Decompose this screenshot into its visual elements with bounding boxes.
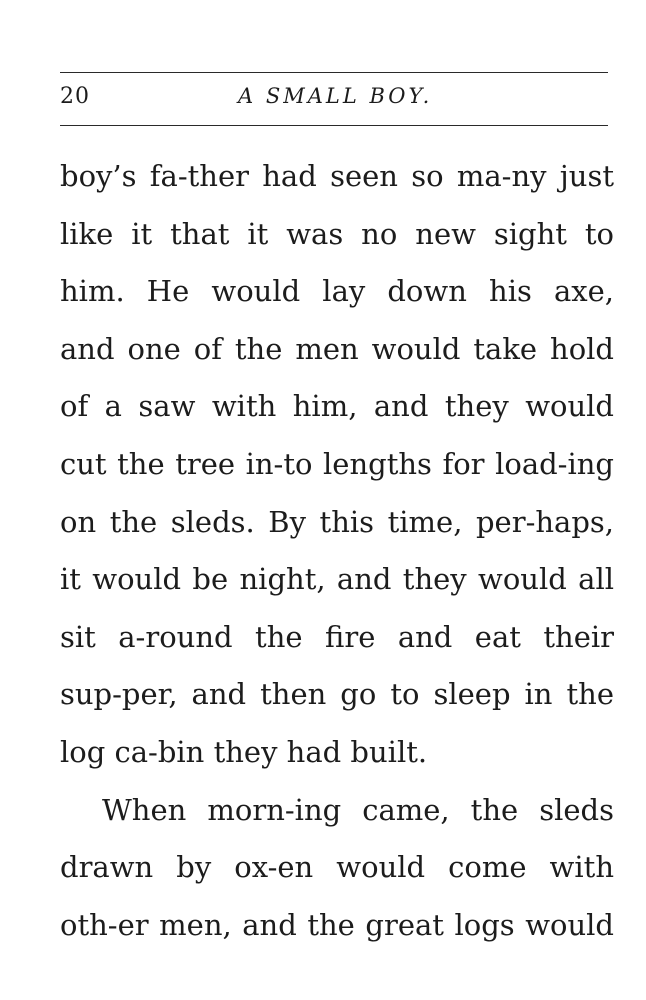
text-line: sit a-round the fire and eat their <box>60 619 614 654</box>
header-bottom-rule <box>60 125 608 126</box>
text-line: oth-er men, and the great logs would <box>60 907 614 942</box>
header-top-rule <box>60 72 608 73</box>
text-line: of a saw with him, and they would <box>60 389 614 424</box>
paragraph-1 <box>60 148 614 782</box>
text-line: drawn by ox-en would come with <box>60 850 614 885</box>
text-line: and one of the men would take hold <box>60 331 614 366</box>
text-line: sup-per, and then go to sleep in the <box>60 677 614 712</box>
body-text <box>60 148 614 954</box>
text-line: on the sleds. By this time, per-haps, <box>60 504 614 539</box>
text-line: log ca-bin they had built. <box>60 734 428 769</box>
paragraph-2 <box>60 782 614 955</box>
text-line: boy’s fa-ther had seen so ma-ny just <box>60 159 614 193</box>
text-line: it would be night, and they would all <box>60 562 614 597</box>
text-line: cut the tree in-to lengths for load-ing <box>60 446 614 481</box>
text-line: When morn-ing came, the sleds <box>102 792 614 827</box>
text-line: him. He would lay down his axe, <box>60 274 614 309</box>
page-header <box>60 80 608 120</box>
running-title: A SMALL BOY. <box>238 84 433 108</box>
page-number: 20 <box>60 84 90 109</box>
text-line: like it that it was no new sight to <box>60 216 614 251</box>
